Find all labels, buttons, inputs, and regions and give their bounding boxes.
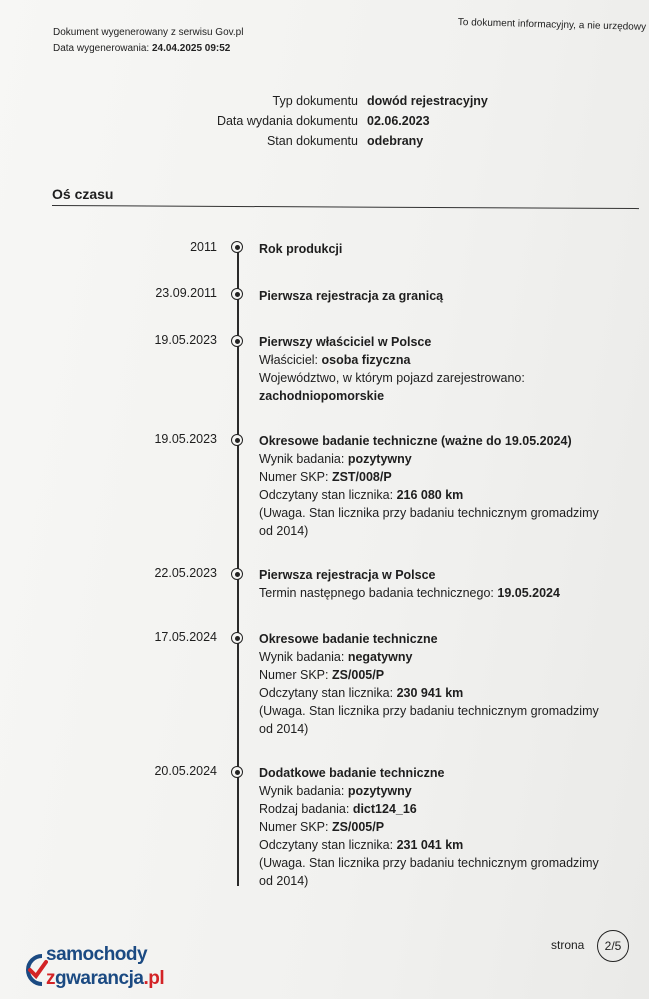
page-number-badge: 2/5 [597, 930, 629, 962]
timeline-event [259, 764, 609, 890]
logo-line1: samochody [46, 944, 148, 965]
timeline-dot [231, 335, 243, 347]
timeline-dot [231, 568, 243, 580]
event-title: Pierwsza rejestracja za granicą [259, 289, 444, 303]
event-note: (Uwaga. Stan licznika przy badaniu technicznym gromadzimy od 2014) [259, 506, 599, 538]
timeline-event [259, 240, 629, 258]
event-detail: Województwo, w którym pojazd zarejestrowano: [259, 371, 525, 385]
event-detail: Numer SKP: ZST/008/P [259, 470, 392, 484]
meta-label: Stan dokumentu [266, 134, 358, 148]
event-detail: Odczytany stan licznika: 216 080 km [259, 488, 464, 502]
event-date: 23.09.2011 [155, 286, 217, 300]
event-detail: Numer SKP: ZS/005/P [259, 668, 385, 682]
watermark-logo [16, 944, 176, 996]
timeline-dot [231, 766, 243, 778]
event-detail: Wynik badania: pozytywny [259, 784, 412, 798]
event-detail: Rodzaj badania: dict124_16 [259, 802, 417, 816]
event-title: Dodatkowe badanie techniczne [259, 766, 445, 780]
event-detail: Właściciel: osoba fizyczna [259, 353, 411, 367]
generated-line: Dokument wygenerowany z serwisu Gov.pl [53, 27, 244, 38]
timeline-event [259, 566, 629, 602]
logo-line2: zgwarancja.pl [46, 968, 165, 989]
timeline-dot [231, 434, 243, 446]
event-title: Okresowe badanie techniczne [259, 632, 438, 646]
event-detail: Wynik badania: negatywny [259, 650, 413, 664]
event-detail: Odczytany stan licznika: 230 941 km [259, 686, 464, 700]
logo-mark-icon [20, 950, 48, 990]
timeline-dot [231, 632, 243, 644]
event-note: (Uwaga. Stan licznika przy badaniu technicznym gromadzimy od 2014) [259, 856, 599, 888]
event-title: Pierwsza rejestracja w Polsce [259, 568, 436, 582]
event-date: 2011 [190, 240, 217, 254]
generated-date: Data wygenerowania: 24.04.2025 09:52 [53, 43, 231, 54]
timeline-dot [231, 241, 243, 253]
page-label: strona [551, 938, 585, 952]
generation-info [53, 25, 243, 57]
meta-row-issue-date [0, 114, 649, 134]
event-title: Okresowe badanie techniczne (ważne do 19.05.2024) [259, 434, 572, 448]
timeline-event [259, 333, 629, 405]
timeline-dot [231, 288, 243, 300]
event-detail: Termin następnego badania technicznego: 19.05.2024 [259, 586, 560, 600]
meta-value: odebrany [367, 134, 424, 148]
meta-row-type [0, 94, 649, 114]
section-divider [52, 205, 639, 209]
meta-label: Typ dokumentu [272, 94, 358, 108]
event-title: Pierwszy właściciel w Polsce [259, 335, 432, 349]
informational-notice: To dokument informacyjny, a nie urzędowy [457, 17, 647, 33]
meta-value: 02.06.2023 [367, 114, 430, 128]
event-title: Rok produkcji [259, 242, 343, 256]
timeline-event [259, 287, 629, 305]
timeline-heading: Oś czasu [52, 186, 114, 202]
event-detail: zachodniopomorskie [259, 389, 385, 403]
event-note: (Uwaga. Stan licznika przy badaniu technicznym gromadzimy od 2014) [259, 704, 599, 736]
event-date: 20.05.2024 [154, 764, 217, 778]
event-detail: Wynik badania: pozytywny [259, 452, 412, 466]
meta-value: dowód rejestracyjny [367, 94, 488, 108]
event-date: 19.05.2023 [154, 333, 217, 347]
event-date: 19.05.2023 [154, 432, 217, 446]
event-detail: Odczytany stan licznika: 231 041 km [259, 838, 464, 852]
timeline-event [259, 630, 609, 738]
meta-label: Data wydania dokumentu [216, 114, 358, 128]
event-detail: Numer SKP: ZS/005/P [259, 820, 385, 834]
event-date: 17.05.2024 [154, 630, 217, 644]
meta-row-status [0, 134, 649, 154]
event-date: 22.05.2023 [154, 566, 217, 580]
timeline-event [259, 432, 609, 540]
